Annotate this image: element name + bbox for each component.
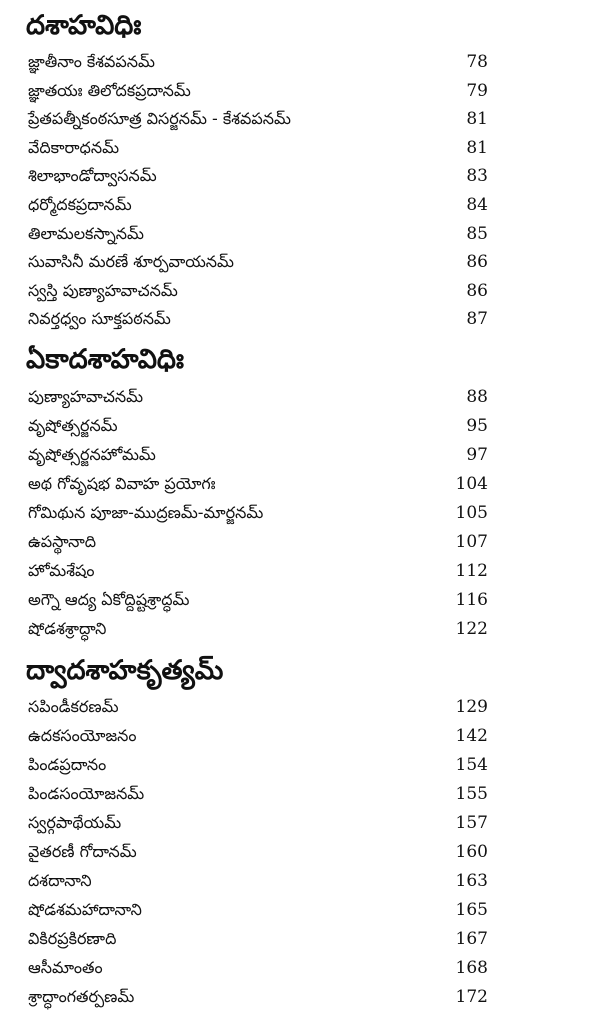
toc-entry (28, 278, 488, 304)
toc-entry (28, 926, 488, 952)
entry-page-number: 87 (466, 309, 488, 329)
entry-title: సువాసినీ మరణే శూర్పవాయనమ్ (28, 252, 234, 271)
toc-entry (28, 587, 488, 613)
entry-title: పిండప్రదానం (28, 755, 107, 774)
toc-entry (28, 723, 488, 749)
entry-title: జ్ఞాతయః తిలోదకప్రదానమ్ (28, 81, 191, 100)
entry-title: నివర్తధ్వం సూక్తపఠనమ్ (28, 309, 171, 328)
entry-page-number: 155 (455, 784, 488, 804)
entry-title: ఆసీమాంతం (28, 958, 103, 977)
section-title: ఏకాదశాహవిధిః (26, 344, 184, 375)
entry-page-number: 88 (466, 387, 488, 407)
toc-entry (28, 955, 488, 981)
toc-entry (28, 413, 488, 439)
entry-title: షోడశశ్రాద్ధాని (28, 619, 107, 638)
toc-entry (28, 78, 488, 104)
entry-title: స్వస్తి పుణ్యాహవాచనమ్ (28, 281, 178, 300)
toc-entry (28, 163, 488, 189)
toc-entry (28, 384, 488, 410)
entry-page-number: 81 (466, 109, 488, 129)
toc-entry (28, 984, 488, 1010)
toc-entry (28, 442, 488, 468)
entry-title: ధర్మోదకప్రదానమ్ (28, 195, 132, 214)
entry-page-number: 167 (455, 929, 488, 949)
entry-title: ఉపస్థానాది (28, 532, 97, 551)
entry-title: సపిండీకరణమ్ (28, 697, 119, 716)
entry-title: వృషోత్సర్జనమ్ (28, 416, 118, 435)
toc-entry (28, 781, 488, 807)
toc-entry (28, 500, 488, 526)
entry-title: వికిరప్రకిరణాది (28, 929, 117, 948)
entry-title: హోమశేషం (28, 561, 95, 580)
entry-page-number: 122 (455, 619, 488, 639)
entry-page-number: 157 (455, 813, 488, 833)
entry-page-number: 160 (455, 842, 488, 862)
toc-entry (28, 839, 488, 865)
entry-title: దశదానాని (28, 871, 92, 890)
toc-entry (28, 694, 488, 720)
entry-page-number: 97 (466, 445, 488, 465)
entry-page-number: 81 (466, 138, 488, 158)
entry-page-number: 165 (455, 900, 488, 920)
entry-title: ప్రేతపత్నీకంఠసూత్ర విసర్జనమ్ - కేశవపనమ్ (28, 109, 291, 128)
toc-entry (28, 529, 488, 555)
entry-page-number: 86 (466, 252, 488, 272)
toc-entry (28, 192, 488, 218)
entry-title: షోడశమహాదానాని (28, 900, 142, 919)
entry-page-number: 154 (455, 755, 488, 775)
entry-title: అథ గోవృషభ వివాహ ప్రయోగః (28, 474, 216, 493)
toc-entry (28, 249, 488, 275)
entry-title: వృషోత్సర్జనహోమమ్ (28, 445, 156, 464)
entry-page-number: 84 (466, 195, 488, 215)
entry-title: వేదికారాధనమ్ (28, 138, 119, 157)
entry-title: శిలాభాండోద్వాసనమ్ (28, 166, 157, 185)
toc-entry (28, 810, 488, 836)
entry-page-number: 86 (466, 281, 488, 301)
entry-page-number: 142 (455, 726, 488, 746)
entry-page-number: 83 (466, 166, 488, 186)
entry-title: పుణ్యాహవాచనమ్ (28, 387, 144, 406)
entry-page-number: 78 (466, 52, 488, 72)
entry-page-number: 168 (455, 958, 488, 978)
toc-entry (28, 752, 488, 778)
entry-title: ఉదకసంయోజనం (28, 726, 137, 745)
entry-page-number: 105 (455, 503, 488, 523)
entry-page-number: 95 (466, 416, 488, 436)
toc-entry (28, 897, 488, 923)
entry-title: శ్రాద్ధాంగతర్పణమ్ (28, 987, 135, 1006)
toc-entry (28, 306, 488, 332)
section-title: ద్వాదశాహకృత్యమ్ (26, 655, 224, 686)
entry-page-number: 104 (455, 474, 488, 494)
toc-entry (28, 471, 488, 497)
entry-page-number: 129 (455, 697, 488, 717)
entry-page-number: 116 (455, 590, 488, 610)
section-title: దశాహవిధిః (26, 10, 142, 41)
toc-entry (28, 558, 488, 584)
toc-entry (28, 49, 488, 75)
entry-title: గోమిథున పూజా-ముద్రణమ్-మార్జనమ్ (28, 503, 264, 522)
entry-page-number: 172 (455, 987, 488, 1007)
entry-title: అగ్నౌ ఆద్య ఏకోద్దిష్టశ్రాద్ధమ్ (28, 590, 190, 609)
toc-entry (28, 106, 488, 132)
entry-title: వైతరణీ గోదానమ్ (28, 842, 137, 861)
toc-entry (28, 135, 488, 161)
entry-page-number: 107 (455, 532, 488, 552)
toc-entry (28, 868, 488, 894)
entry-page-number: 79 (466, 81, 488, 101)
entry-page-number: 85 (466, 224, 488, 244)
toc-entry (28, 221, 488, 247)
entry-page-number: 163 (455, 871, 488, 891)
toc-entry (28, 616, 488, 642)
entry-title: జ్ఞాతీనాం కేశవపనమ్ (28, 52, 155, 71)
entry-title: పిండసంయోజనమ్ (28, 784, 145, 803)
entry-title: తిలామలకస్నానమ్ (28, 224, 144, 243)
entry-title: స్వర్గపాథేయమ్ (28, 813, 122, 832)
entry-page-number: 112 (455, 561, 488, 581)
